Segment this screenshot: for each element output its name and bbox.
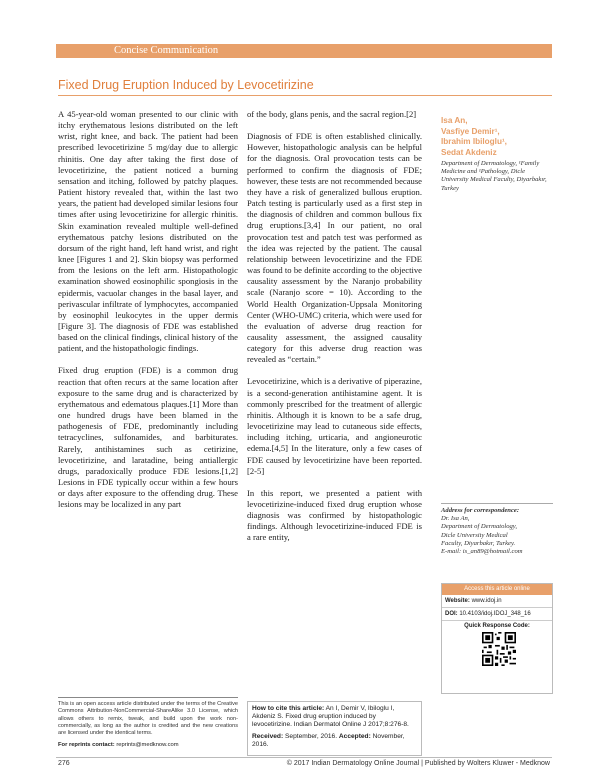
citation-text: An I, Demir V, Ibiloglu I, Akdeniz S. Fixed drug eruption induced by levocetirizine. Indian Dermatol Online J 2017;8:276-8. [252, 705, 409, 729]
accepted-label: Accepted: [338, 732, 371, 740]
page-number: 276 [58, 760, 70, 767]
correspondence-line: Faculty, Diyarbakır, Turkey. [441, 539, 516, 547]
qr-code-icon[interactable] [482, 632, 516, 666]
correspondence-block [441, 507, 553, 556]
author: Sedat Akdeniz [441, 147, 497, 157]
citation-label: How to cite this article: [252, 705, 325, 712]
paragraph: of the body, glans penis, and the sacral region.[2] [247, 109, 417, 119]
doi-row [442, 608, 552, 621]
paragraph: Levocetirizine, which is a derivative of piperazine, is a second-generation antihistamine agent. It is commonly prescribed for the treatment of allergic rhinitis. Although it is known to be a safe drug, levocetirizine may lead to cutaneous side effects, including itching, urticaria, and angioneurotic edema.[4,5] In the literature, only a few cases of FDE caused by levocetirizine have been reported.[2-5] [247, 376, 422, 476]
paragraph: In this report, we presented a patient with levocetirizine-induced fixed drug eruption whose diagnosis was confirmed by histopathologic findings. Although levocetirizine-induced FDE is a rare entity, [247, 487, 422, 543]
correspondence-email[interactable]: E-mail: is_an89@hotmail.com [441, 548, 523, 556]
body-column-2 [247, 109, 422, 555]
dates-row [252, 733, 417, 749]
paragraph: Diagnosis of FDE is often established clinically. However, histopathologic analysis can be helpful for the diagnosis. Oral provocation tests can be performed to confirm the diagnosis of FDE; however, these tests are not recommended because they have a risk of generalized bullous eruption. Patch testing is particularly used as a first step in the diagnosis of children and common bullous fix drug eruptions.[3,4] In our patient, no oral provocation test and patch test was performed as the idea was rejected by the patient. The causal relationship between levocetirizine and the FDE was found to be definite according to the objective causality assessment by the Naranjo probability scale (Naranjo score = 10). According to the World Health Organization-Uppsala Monitoring Center (WHO-UMC) criteria, which were used for the evaluation of adverse drug reaction for causality assessment, the assigned causality category for this adverse drug reaction was revealed as “certain.” [247, 131, 422, 365]
correspondence-line: Dicle University Medical [441, 531, 508, 539]
reprints-email[interactable]: reprints@medknow.com [116, 742, 179, 748]
doi-link[interactable]: 10.4103/idoj.IDOJ_348_16 [459, 611, 531, 617]
access-head: Access this article online [442, 584, 552, 595]
section-label: Concise Communication [114, 45, 219, 56]
website-link[interactable]: www.idoj.in [471, 598, 502, 604]
footer-copyright: © 2017 Indian Dermatology Online Journal | Published by Wolters Kluwer - Medknow [286, 760, 550, 767]
website-row [442, 595, 552, 608]
license-text: This is an open access article distributed under the terms of the Creative Commons Attribution-NonCommercial-ShareAlike 3.0 License, which allows others to remix, tweak, and build upon the work non-commercially, as long as the author is credited and the new creations are licensed under the identical terms. [58, 701, 238, 737]
accepted-date: November, 2016. [252, 732, 405, 748]
website-label: Website: [445, 598, 470, 604]
access-online-box [441, 583, 553, 694]
section-header-bar [56, 44, 552, 58]
author: Vasfiye Demir¹, [441, 126, 500, 136]
author: Isa An, [441, 116, 468, 125]
correspondence-line: Dr. Isa An, [441, 515, 470, 523]
reprints-line [58, 742, 238, 748]
qr-label: Quick Response Code: [464, 623, 530, 629]
received-label: Received: [252, 732, 284, 740]
correspondence-line: Department of Dermatology, [441, 523, 518, 531]
license-divider [58, 697, 238, 698]
paragraph: A 45-year-old woman presented to our clinic with itchy erythematous lesions distributed on the left wrist, right knee, and back. The patient had been prescribed levocetirizine 5 mg/day due to allergic rhinitis. One day after taking the first dose of levocetirizine, the patient noticed a burning sensation and itching, followed by patchy plaques. Patient history revealed that, within the last two years, the patient had developed similar lesions four times after using levocetirizine for allergic rhinitis. Skin examination revealed multiple well-defined erythematous patchy lesions distributed on the dorsum of the right hand, left hand wrist, and right knee [Figures 1 and 2]. Skin biopsy was performed from the lesions on the left arm. Histopathologic examination showed eosinophilic spongiosis in the epidermis, vacuolar changes in the basal layer, and perivascular infiltrate of lymphocytes, accompanied by eosinophil leukocytes in the upper dermis [Figure 3]. The diagnosis of FDE was established based on the clinical findings, clinical history of the patient, and the histopathologic findings. [58, 109, 238, 354]
author: Ibrahim Ibiloglu¹, [441, 137, 507, 146]
reprints-label: For reprints contact: [58, 742, 115, 748]
article-title: Fixed Drug Eruption Induced by Levocetirizine [58, 78, 314, 92]
doi-label: DOI: [445, 611, 458, 617]
body-column-1 [58, 109, 238, 521]
author-list [441, 116, 553, 158]
correspondence-divider [441, 503, 553, 504]
citation-box [247, 701, 422, 756]
received-date: September, 2016. [285, 732, 338, 740]
affiliation: Department of Dermatology, ¹Family Medicine and ¹Pathology, Dicle University Medical Faculty, Diyarbakır, Turkey [441, 160, 547, 192]
paragraph: Fixed drug eruption (FDE) is a common drug reaction that often recurs at the same location after exposure to the same drug and is characterized by erythematous and edematous plaques.[1] More than one hundred drugs have been blamed in the pathogenesis of FDE, predominantly including tetracyclines, sulfonamides, and barbiturates. Rarely, antihistamines such as cetirizine, levocetirizine, and laratadine, being antiallergic drugs, paradoxically produce FDE lesions.[1,2] Lesions in FDE typically occur within a few hours or days after exposure to the offending drug. These lesions may be localized in any part [58, 365, 238, 510]
correspondence-title: Address for correspondence: [441, 507, 520, 514]
title-divider [58, 95, 552, 96]
footer-divider [56, 757, 552, 758]
